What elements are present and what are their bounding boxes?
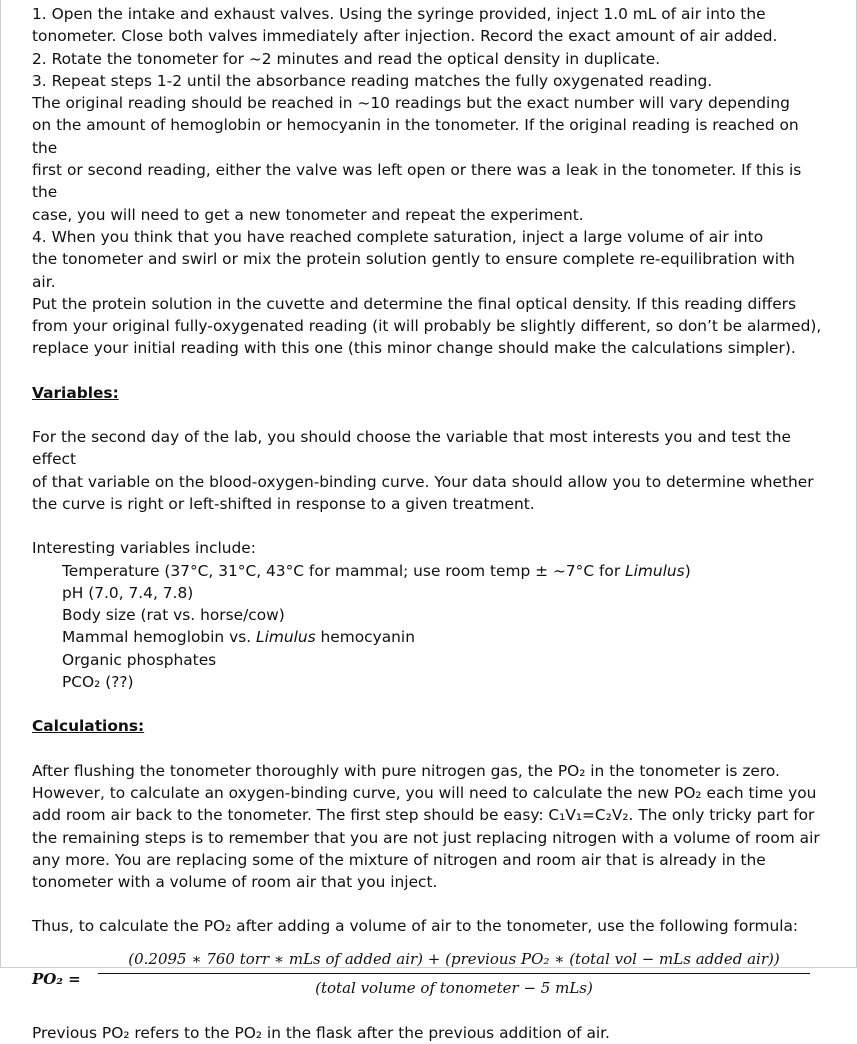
previous-po2-note: Previous PO₂ refers to the PO₂ in the flask after the previous addition of air.	[32, 1023, 610, 1042]
step-2: 2. Rotate the tonometer for ~2 minutes and read the optical density in duplicate.	[32, 49, 661, 68]
step-4-line-1: 4. When you think that you have reached complete saturation, inject a large volume of air into	[32, 227, 764, 246]
variable-item-text: Temperature (37°C, 31°C, 43°C for mammal; use room temp ± ~7°C for	[62, 561, 626, 580]
variables-intro-line-1: For the second day of the lab, you should choose the variable that most interests you and test the effect	[32, 428, 792, 469]
variable-item-text: Mammal hemoglobin vs.	[62, 628, 256, 647]
step-3-note-line-2: on the amount of hemoglobin or hemocyanin in the tonometer. If the original reading is reached on the	[32, 116, 799, 157]
fraction-bar	[98, 973, 810, 974]
formula-numerator: (0.2095 ∗ 760 torr ∗ mLs of added air) + (previous PO₂ ∗ (total vol − mLs added air))	[128, 949, 780, 968]
spacer	[32, 693, 822, 715]
formula-fraction	[98, 948, 810, 1000]
step-3: 3. Repeat steps 1-2 until the absorbance reading matches the fully oxygenated reading.	[32, 71, 713, 90]
spacer	[32, 404, 822, 426]
step-3-note-line-1: The original reading should be reached in ~10 readings but the exact number will vary depending	[32, 94, 790, 113]
spacer	[32, 738, 822, 760]
variables-intro-line-3: the curve is right or left-shifted in response to a given treatment.	[32, 494, 535, 513]
spacer	[32, 515, 822, 537]
spacer	[32, 893, 822, 915]
calculations-heading: Calculations:	[32, 717, 145, 736]
step-3-note-line-3: first or second reading, either the valve was left open or there was a leak in the tonometer. If this is the	[32, 161, 802, 202]
step-4-line-3: Put the protein solution in the cuvette and determine the final optical density. If this reading differs	[32, 294, 797, 313]
formula-lhs: PO₂ =	[32, 969, 81, 988]
variable-item-text: )	[684, 561, 691, 580]
variables-heading: Variables:	[32, 383, 119, 402]
step-3-note-line-4: case, you will need to get a new tonometer and repeat the experiment.	[32, 205, 584, 224]
variable-item-ph: pH (7.0, 7.4, 7.8)	[62, 583, 194, 602]
species-name: Limulus	[625, 561, 685, 580]
variables-list-label: Interesting variables include:	[32, 539, 256, 558]
step-4-line-4: from your original fully-oxygenated reading (it will probably be slightly different, so don’t be alarmed),	[32, 317, 822, 336]
variable-item-pco2: PCO₂ (??)	[62, 673, 134, 692]
calculations-para-line-4: the remaining steps is to remember that you are not just replacing nitrogen with a volume of room air	[32, 828, 820, 847]
variables-list	[32, 560, 822, 694]
variables-intro-line-2: of that variable on the blood-oxygen-binding curve. Your data should allow you to determine whether	[32, 472, 814, 491]
variable-item-body-size: Body size (rat vs. horse/cow)	[62, 606, 285, 625]
step-4-line-2: the tonometer and swirl or mix the protein solution gently to ensure complete re-equilibration with air.	[32, 250, 795, 291]
variable-item-text: hemocyanin	[315, 628, 415, 647]
document-body	[32, 3, 822, 1044]
calculations-para-line-2: However, to calculate an oxygen-binding curve, you will need to calculate the new PO₂ each time you	[32, 783, 817, 802]
calculations-para-line-6: tonometer with a volume of room air that you inject.	[32, 873, 438, 892]
step-4-line-5: replace your initial reading with this one (this minor change should make the calculations simpler).	[32, 339, 796, 358]
variable-item-organic-phosphates: Organic phosphates	[62, 650, 217, 669]
step-1-line-2: tonometer. Close both valves immediately after injection. Record the exact amount of air added.	[32, 27, 778, 46]
formula-denominator: (total volume of tonometer − 5 mLs)	[315, 978, 593, 997]
calculations-para-line-3: add room air back to the tonometer. The first step should be easy: C₁V₁=C₂V₂. The only tricky part for	[32, 806, 815, 825]
step-1-line-1: 1. Open the intake and exhaust valves. Using the syringe provided, inject 1.0 mL of air into the	[32, 5, 766, 23]
variable-item-hemoglobin-vs-hemocyanin	[62, 626, 822, 648]
calculations-para-line-5: any more. You are replacing some of the mixture of nitrogen and room air that is already in the	[32, 850, 766, 869]
formula-intro: Thus, to calculate the PO₂ after adding a volume of air to the tonometer, use the following formula:	[32, 917, 799, 936]
spacer	[32, 360, 822, 382]
po2-formula	[32, 948, 822, 1018]
calculations-para-line-1: After flushing the tonometer thoroughly with pure nitrogen gas, the PO₂ in the tonometer is zero.	[32, 761, 780, 780]
variable-item-temperature	[62, 560, 822, 582]
species-name: Limulus	[256, 628, 316, 647]
